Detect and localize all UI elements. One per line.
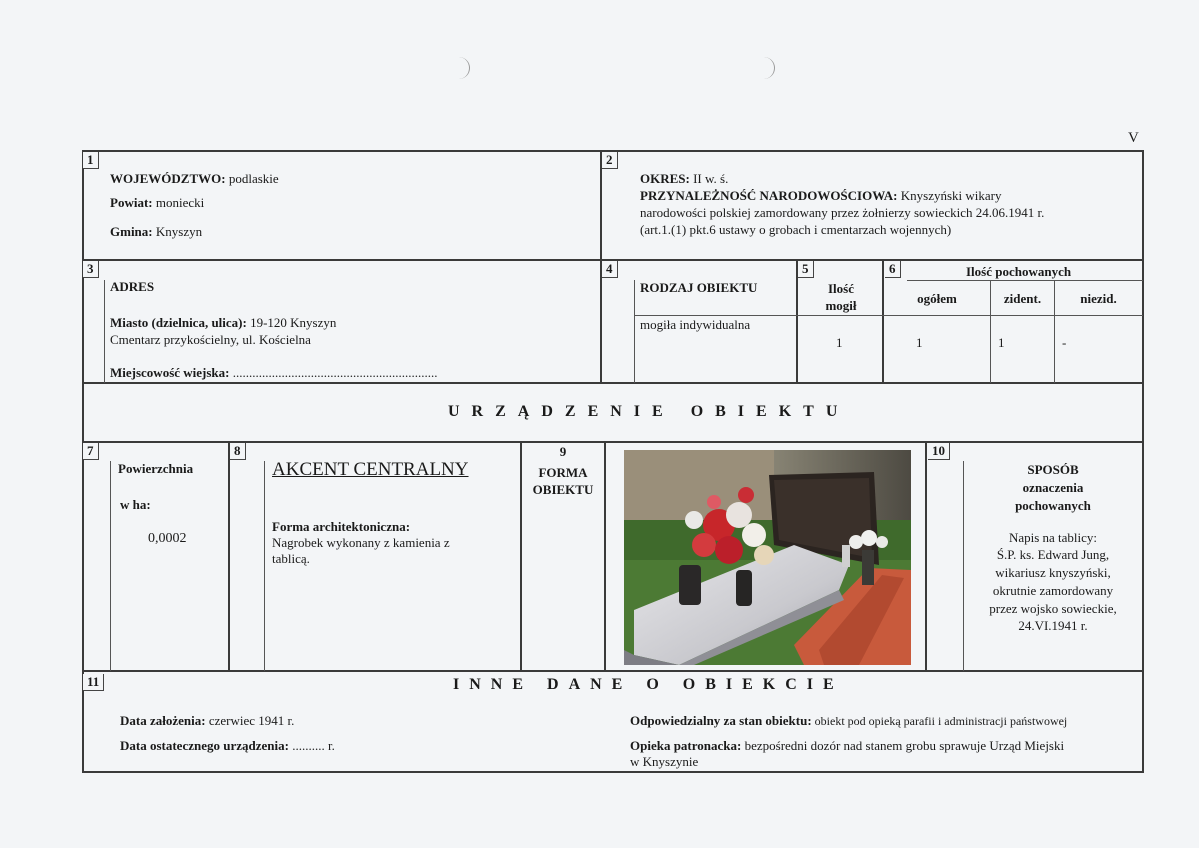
przynaleznosc-value: Knyszyński wikary <box>897 188 1002 203</box>
niezid-value: - <box>1062 335 1067 350</box>
sposob-title-2: oznaczenia <box>1022 480 1084 495</box>
wojewodztwo-label: WOJEWÓDZTWO: <box>110 171 226 186</box>
napis-line-2: Ś.P. ks. Edward Jung, <box>996 547 1110 562</box>
sposob-title-3: pochowanych <box>1015 498 1091 513</box>
section-number: 4 <box>602 261 618 278</box>
akcent-centralny-title: AKCENT CENTRALNY <box>272 459 469 480</box>
section-number: 11 <box>83 674 104 691</box>
opieka-line <box>630 737 1064 754</box>
data-zalozenia-value: czerwiec 1941 r. <box>205 713 295 728</box>
odpowiedzialny-line <box>630 712 1067 730</box>
ilosc-pochowanych-title: Ilość pochowanych <box>966 264 1072 279</box>
frame-line <box>104 280 105 383</box>
rodzaj-title: RODZAJ OBIEKTU <box>640 280 758 295</box>
section-number: 5 <box>798 261 814 278</box>
corner-mark: V <box>1128 130 1139 146</box>
okres-value: II w. ś. <box>689 171 729 186</box>
powierzchnia-unit: w ha: <box>120 497 151 512</box>
frame-line <box>264 461 265 671</box>
section-number: 9 <box>559 444 567 459</box>
rodzaj-value: mogiła indywidualna <box>640 317 751 332</box>
cmentarz-line: Cmentarz przykościelny, ul. Kościelna <box>110 332 311 347</box>
frame-line <box>110 461 111 671</box>
opieka-label: Opieka patronacka: <box>630 738 742 753</box>
forma-architektoniczna-label: Forma architektoniczna: <box>272 519 411 534</box>
ilosc-mogil-title-1: Ilość <box>828 281 854 296</box>
miasto-line <box>110 314 336 331</box>
section-heading-urzadzenie: URZĄDZENIE OBIEKTU <box>448 403 850 420</box>
przynaleznosc-line-3: (art.1.(1) pkt.6 ustawy o grobach i cmentarzach wojennych) <box>640 222 952 237</box>
forma-obiektu-label-2: OBIEKTU <box>532 482 594 497</box>
napis-line-4: okrutnie zamordowany <box>992 583 1114 598</box>
forma-obiektu-label-1: FORMA <box>538 465 588 480</box>
frame-line <box>907 280 1143 281</box>
powierzchnia-value: 0,0002 <box>148 531 187 546</box>
forma-architektoniczna-line-1: Nagrobek wykonany z kamienia z <box>272 535 450 550</box>
section-number: 6 <box>885 261 901 278</box>
section-number: 7 <box>83 443 99 460</box>
wojewodztwo-value: podlaskie <box>225 171 279 186</box>
miasto-label: Miasto (dzielnica, ulica): <box>110 315 247 330</box>
napis-line-5: przez wojsko sowieckie, <box>989 601 1117 616</box>
frame-line <box>228 441 230 672</box>
wojewodztwo-line <box>110 170 279 187</box>
punch-hole <box>455 57 470 79</box>
okres-line <box>640 170 728 187</box>
grave-photo <box>624 450 911 665</box>
miejscowosc-dots: ............................................................... <box>229 365 438 380</box>
frame-line <box>1142 150 1144 773</box>
frame-line <box>634 280 635 383</box>
napis-line-1: Napis na tablicy: <box>1008 530 1098 545</box>
col-header-ogolem: ogółem <box>917 291 957 306</box>
miasto-value: 19-120 Knyszyn <box>246 315 337 330</box>
zident-value: 1 <box>998 335 1005 350</box>
section-number: 10 <box>928 443 950 460</box>
opieka-line-2: w Knyszynie <box>630 754 699 769</box>
opieka-value: bezpośredni dozór nad stanem grobu sprawuje Urząd Miejski <box>741 738 1065 753</box>
odpowiedzialny-label: Odpowiedzialny za stan obiektu: <box>630 713 812 728</box>
frame-line <box>925 441 927 672</box>
data-zalozenia-line <box>120 712 294 729</box>
gmina-value: Knyszyn <box>152 224 203 239</box>
powiat-label: Powiat: <box>110 195 153 210</box>
przynaleznosc-label: PRZYNALEŻNOŚĆ NARODOWOŚCIOWA: <box>640 188 898 203</box>
ilosc-mogil-title-2: mogił <box>825 298 857 313</box>
ogolem-value: 1 <box>916 335 923 350</box>
powiat-line <box>110 194 204 211</box>
data-ostatecznego-label: Data ostatecznego urządzenia: <box>120 738 289 753</box>
section-number: 3 <box>83 261 99 278</box>
forma-architektoniczna-line-2: tablicą. <box>272 551 310 566</box>
data-ostatecznego-value: .......... r. <box>288 738 335 753</box>
section-number: 1 <box>83 152 99 169</box>
powierzchnia-label: Powierzchnia <box>118 461 194 476</box>
gmina-label: Gmina: <box>110 224 153 239</box>
ilosc-mogil-value: 1 <box>836 335 843 350</box>
data-ostatecznego-line <box>120 737 335 754</box>
section-number: 2 <box>602 152 618 169</box>
frame-line <box>882 259 884 384</box>
przynaleznosc-line-2: narodowości polskiej zamordowany przez żołnierzy sowieckich 24.06.1941 r. <box>640 205 1045 220</box>
napis-line-3: wikariusz knyszyński, <box>995 565 1111 580</box>
section-number: 8 <box>230 443 246 460</box>
col-header-zident: zident. <box>1003 291 1042 306</box>
grave-photo-image <box>624 450 911 665</box>
punch-hole <box>760 57 775 79</box>
col-header-niezid: niezid. <box>1080 291 1117 306</box>
napis-line-6: 24.VI.1941 r. <box>1018 618 1088 633</box>
przynaleznosc-line <box>640 187 1002 204</box>
powiat-value: moniecki <box>152 195 205 210</box>
frame-line <box>82 382 1144 384</box>
odpowiedzialny-value: obiekt pod opieką parafii i administracji państwowej <box>811 714 1068 728</box>
miejscowosc-label: Miejscowość wiejska: <box>110 365 230 380</box>
okres-label: OKRES: <box>640 171 690 186</box>
frame-line <box>82 670 1144 672</box>
sposob-title-1: SPOSÓB <box>1027 462 1079 477</box>
data-zalozenia-label: Data założenia: <box>120 713 206 728</box>
gmina-line <box>110 223 202 240</box>
adres-title: ADRES <box>110 279 155 294</box>
frame-line <box>82 771 1144 773</box>
miejscowosc-line <box>110 364 438 381</box>
section-heading-inne-dane: INNE DANE O OBIEKCIE <box>453 676 844 693</box>
